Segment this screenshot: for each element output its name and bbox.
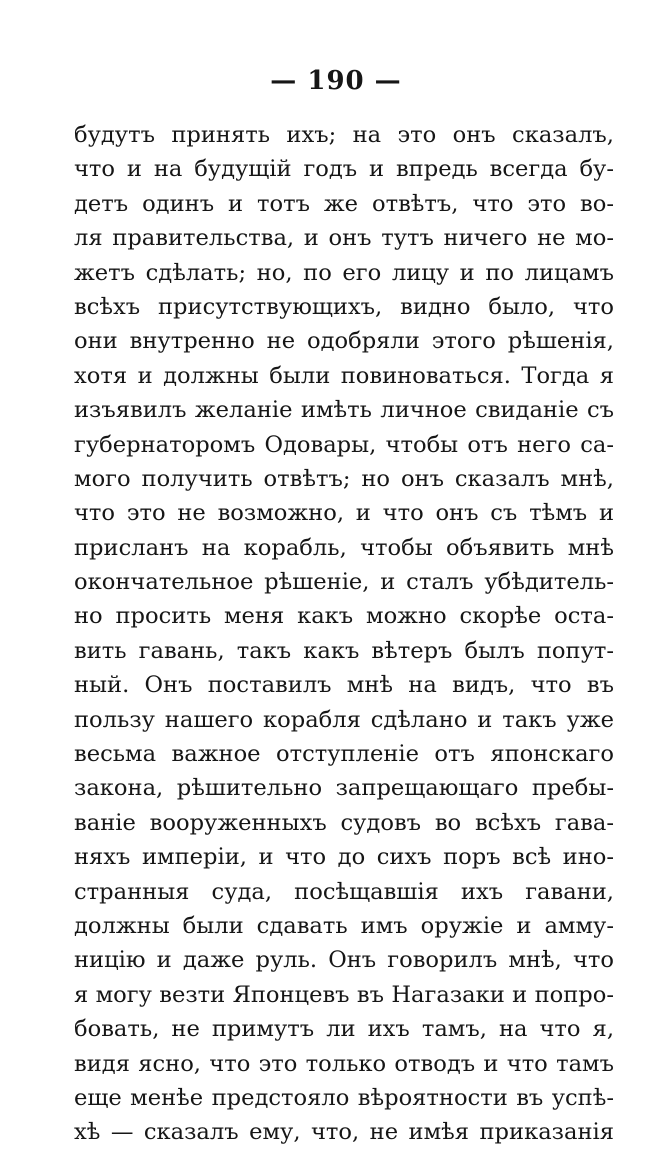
- text-line: бовать, не примутъ ли ихъ тамъ, на что я,: [74, 1016, 614, 1043]
- text-line: ный. Онъ поставилъ мнѣ на видъ, что въ: [74, 672, 614, 699]
- text-line: окончательное рѣшеніе, и сталъ убѣдитель-: [74, 569, 614, 596]
- body-text: [74, 118, 614, 1150]
- text-line: ля правительства, и онъ тутъ ничего не мо-: [74, 225, 614, 252]
- text-line: будутъ принять ихъ; на это онъ сказалъ,: [74, 122, 614, 148]
- text-line: должны были сдавать имъ оружіе и амму-: [74, 912, 614, 939]
- text-line: детъ одинъ и тотъ же отвѣтъ, что это во-: [74, 190, 614, 217]
- text-line: хотя и должны были повиноваться. Тогда я: [74, 362, 614, 389]
- text-line: мого получить отвѣтъ; но онъ сказалъ мнѣ,: [74, 465, 614, 492]
- text-line: странныя суда, посѣщавшія ихъ гавани,: [74, 878, 614, 905]
- text-line: но просить меня какъ можно скорѣе оста-: [74, 603, 614, 630]
- text-line: присланъ на корабль, чтобы объявить мнѣ: [74, 534, 614, 561]
- text-line: изъявилъ желаніе имѣть личное свиданіе съ: [74, 397, 614, 424]
- text-line: вить гавань, такъ какъ вѣтеръ былъ попут-: [74, 637, 614, 664]
- text-line: еще менѣе предстояло вѣроятности въ успѣ-: [74, 1084, 614, 1111]
- text-line: губернаторомъ Одовары, чтобы отъ него са-: [74, 431, 614, 458]
- text-line: ницію и даже руль. Онъ говорилъ мнѣ, что: [74, 947, 614, 974]
- text-line: что это не возможно, и что онъ съ тѣмъ и: [74, 500, 614, 527]
- text-line: хѣ — сказалъ ему, что, не имѣя приказанія: [74, 1119, 614, 1146]
- text-line: видя ясно, что это только отводъ и что тамъ: [74, 1050, 614, 1077]
- text-line: что и на будущій годъ и впредь всегда бу-: [74, 156, 614, 183]
- text-line: закона, рѣшительно запрещающаго пребы-: [74, 775, 614, 802]
- text-line: весьма важное отступленіе отъ японскаго: [74, 741, 614, 768]
- text-line: няхъ имперіи, и что до сихъ поръ всѣ ино-: [74, 844, 614, 871]
- text-line: ваніе вооруженныхъ судовъ во всѣхъ гава-: [74, 809, 614, 836]
- text-line: они внутренно не одобряли этого рѣшенія,: [74, 328, 614, 355]
- text-line: жетъ сдѣлать; но, по его лицу и по лицамъ: [74, 259, 614, 286]
- text-line: я могу везти Японцевъ въ Нагазаки и попро-: [74, 981, 614, 1008]
- text-line: всѣхъ присутствующихъ, видно было, что: [74, 293, 614, 320]
- text-line: пользу нашего корабля сдѣлано и такъ уже: [74, 706, 614, 733]
- page-number: — 190 —: [270, 66, 402, 96]
